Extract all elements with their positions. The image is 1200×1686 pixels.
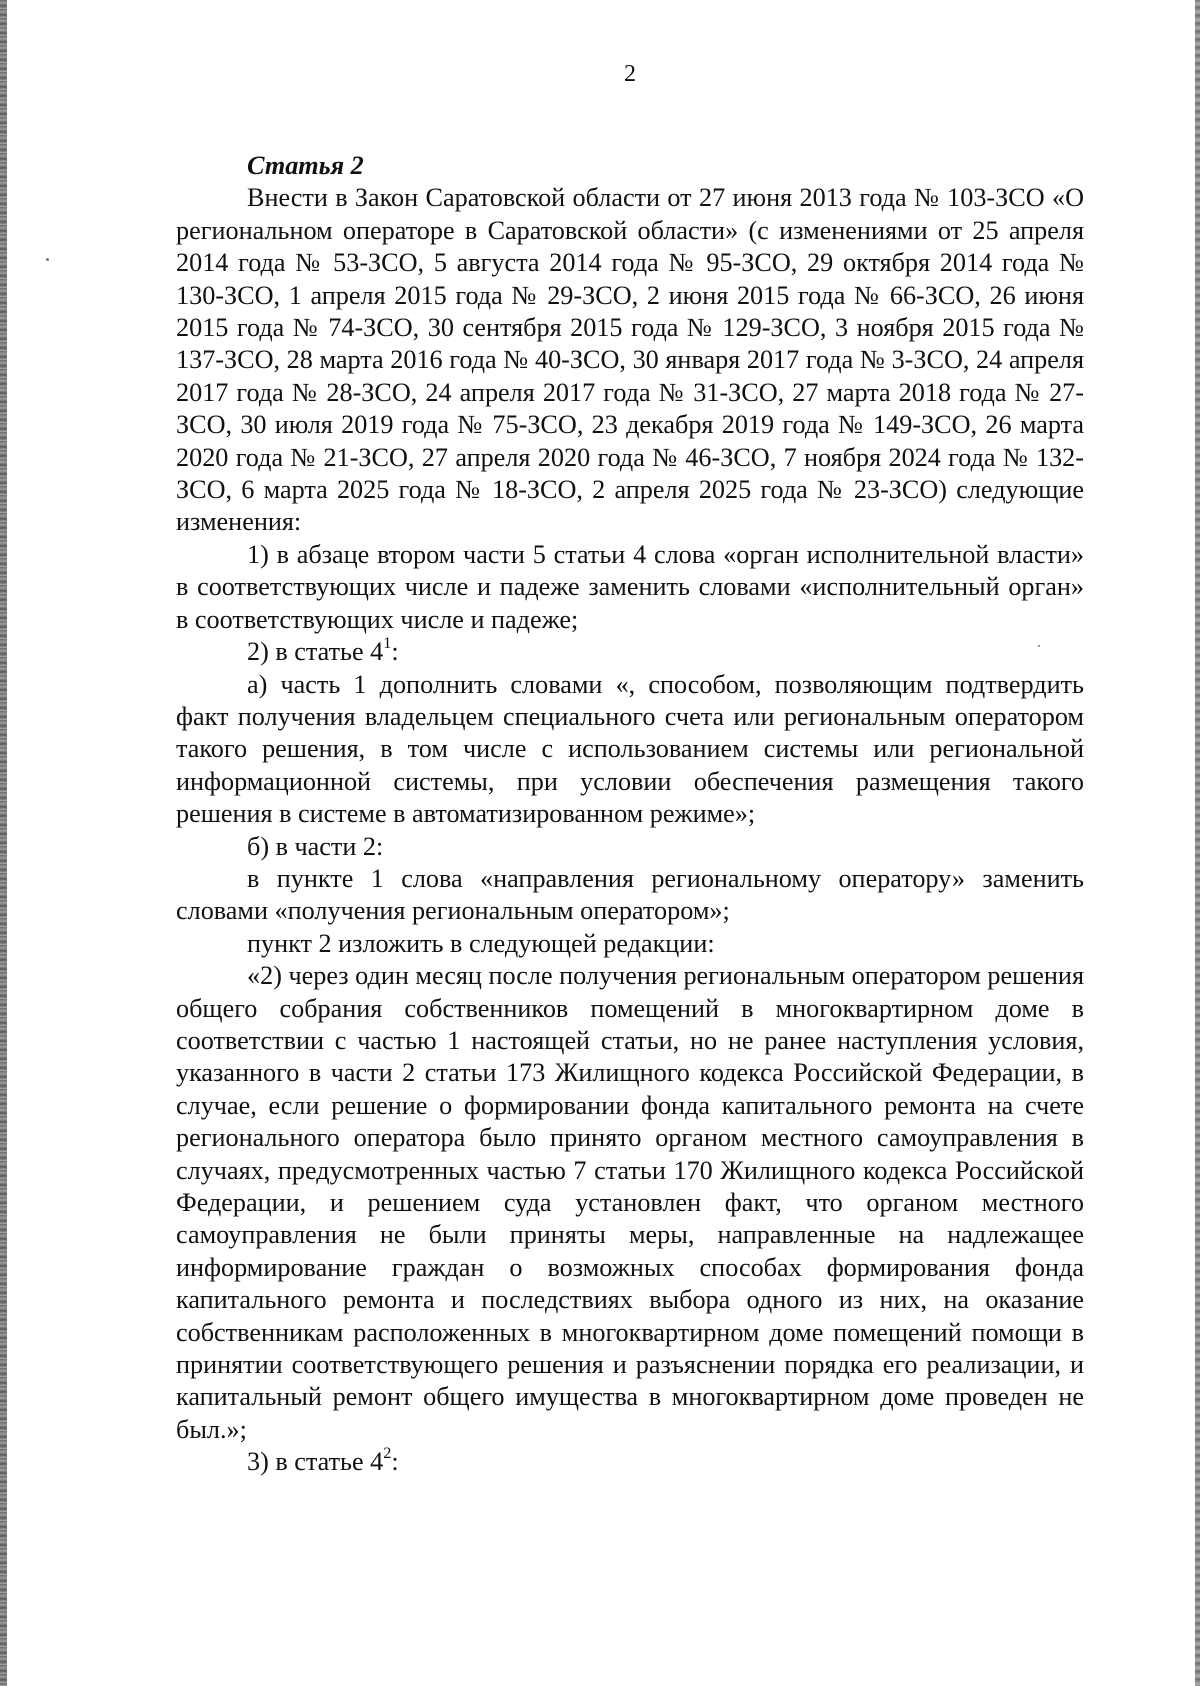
item-3-superscript: 2 [383,1444,392,1463]
item-2-superscript: 1 [383,633,392,652]
item-2b-quoted-text: «2) через один месяц после получения региональным оператором решения общего собрания собственников помещений в многоквартирном доме в соответствии с частью 1 настоящей статьи, но не ранее наступления условия, указанного в части 2 статьи 173 Жилищного кодекса Российской Федерации, в случае, если решение о формировании фонда капитального ремонта на счете регионального оператора было принято органом местного самоуправления в случаях, предусмотренных частью 7 статьи 170 Жилищного кодекса Российской Федерации, и решением суда установлен факт, что органом местного самоуправления не были приняты меры, направленные на надлежащее информирование граждан о возможных способах формирования фонда капитального ремонта и последствиях выбора одного из них, на оказание собственникам расположенных в многоквартирном доме помещений помощи в принятии соответствующего решения и разъяснении порядка его реализации, и капитальный ремонт общего имущества в многоквартирном доме проведен не был.»; [176,961,1084,1444]
item-3-paragraph [176,1446,1084,1478]
scan-edge-left [0,0,7,1686]
item-3-colon: : [391,1447,399,1477]
item-2b-paragraph: б) в части 2: [247,831,384,861]
item-1-paragraph: 1) в абзаце втором части 5 статьи 4 слова «орган исполнительной власти» в соответствующих числе и падеже заменить словами «исполнительный орган» в соответствующих числе и падеже; [176,539,1084,634]
scan-edge-right [1195,0,1200,1686]
item-3-text: 3) в статье 4 [247,1447,384,1477]
item-2-colon: : [391,637,399,667]
item-2b-point-1: в пункте 1 слова «направления региональному оператору» заменить словами «получения региональным оператором»; [176,863,1084,926]
item-2-paragraph [176,633,1084,668]
item-2-text: 2) в статье 4 [247,637,384,667]
intro-paragraph: Внести в Закон Саратовской области от 27 июня 2013 года № 103-ЗСО «О региональном операторе в Саратовской области» (с изменениями от 25 апреля 2014 года № 53-ЗСО, 5 августа 2014 года № 95-ЗСО, 29 октября 2014 года № 130-ЗСО, 1 апреля 2015 года № 29-ЗСО, 2 июня 2015 года № 66-ЗСО, 26 июня 2015 года № 74-ЗСО, 30 сентября 2015 года № 129-ЗСО, 3 ноября 2015 года № 137-ЗСО, 28 марта 2016 года № 40-ЗСО, 30 января 2017 года № 3-ЗСО, 24 апреля 2017 года № 28-ЗСО, 24 апреля 2017 года № 31-ЗСО, 27 марта 2018 года № 27-ЗСО, 30 июля 2019 года № 75-ЗСО, 23 декабря 2019 года № 149-ЗСО, 26 марта 2020 года № 21-ЗСО, 27 апреля 2020 года № 46-ЗСО, 7 ноября 2024 года № 132-ЗСО, 6 марта 2025 года № 18-ЗСО, 2 апреля 2025 года № 23-ЗСО) следующие изменения: [176,183,1084,537]
page-number: 2 [624,61,636,87]
article-heading: Статья 2 [247,151,364,180]
item-2a-paragraph: а) часть 1 дополнить словами «, способом, позволяющим подтвердить факт получения владельцем специального счета или региональным оператором такого решения, в том числе с использованием системы или региональной информационной системы, при условии обеспечения размещения такого решения в системе в автоматизированном режиме»; [176,669,1084,829]
item-2b-point-2: пункт 2 изложить в следующей редакции: [247,928,715,958]
document-body [176,150,1084,1479]
scan-speck [46,258,49,261]
